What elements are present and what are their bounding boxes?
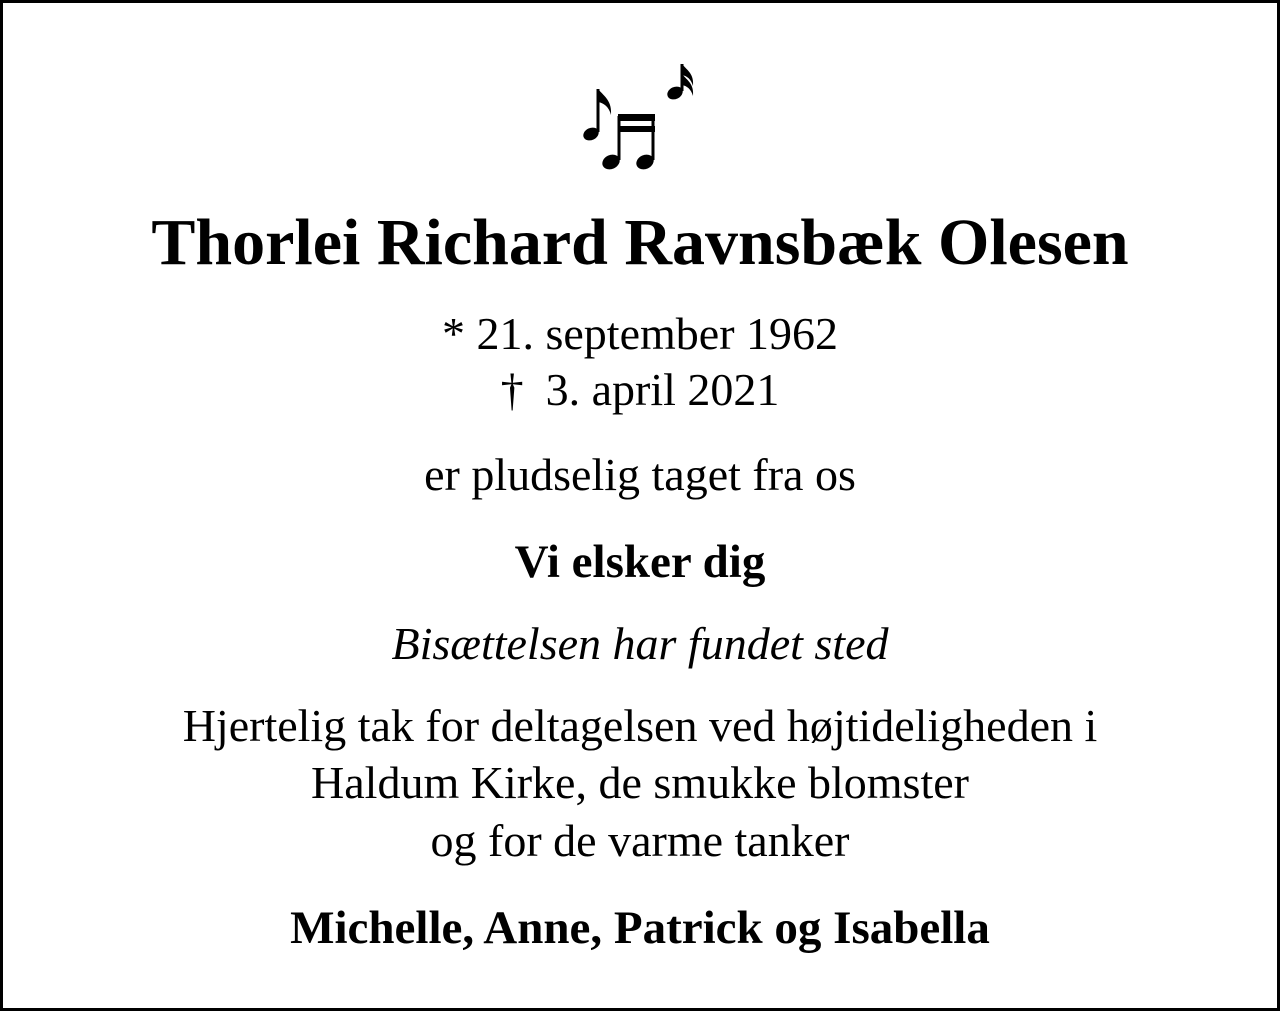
death-date: 3. april 2021 <box>545 364 780 415</box>
passing-text: er pludselig taget fra os <box>424 449 856 500</box>
signers: Michelle, Anne, Patrick og Isabella <box>290 902 990 954</box>
thanks-line: Haldum Kirke, de smukke blomster <box>311 757 969 808</box>
love-message: Vi elsker dig <box>514 536 766 588</box>
thanks-line: og for de varme tanker <box>430 815 850 866</box>
funeral-notice: Bisættelsen har fundet sted <box>391 618 889 669</box>
cross-symbol: † <box>500 364 524 415</box>
thanks-line: Hjertelig tak for deltagelsen ved højtideligheden i <box>182 700 1098 751</box>
deceased-name: Thorlei Richard Ravnsbæk Olesen <box>151 206 1129 279</box>
death-date-line <box>3 363 1277 417</box>
music-notes-icon <box>578 61 703 176</box>
birth-date: * 21. september 1962 <box>441 308 839 359</box>
